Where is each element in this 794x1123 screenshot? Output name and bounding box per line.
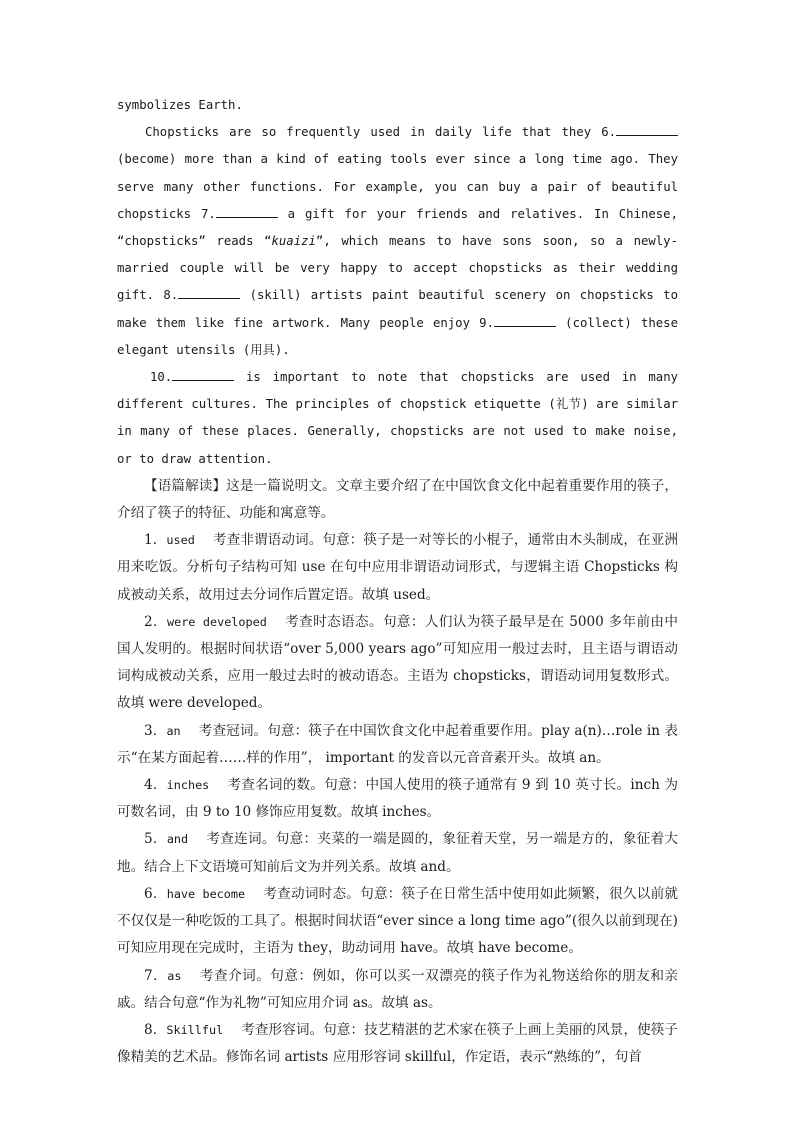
passage-paragraph <box>117 364 678 473</box>
answer-list <box>117 527 678 1071</box>
answer-item <box>117 772 678 826</box>
answer-explanation: 考查时态语态。句意：人们认为筷子最早是在 5000 多年前由中国人发明的。根据时间状语“over 5,000 years ago”可知应用一般过去时，且主语与谓语动词构成被动关系，应用一般过去时的被动语态。主语为 chopsticks，谓语动词用复数形式。故填 were developed。 <box>117 613 678 712</box>
pinyin-word: kuaizi <box>271 234 316 249</box>
answer-number: 7． <box>144 967 168 984</box>
answer-explanation: 考查非谓语动词。句意：筷子是一对等长的小棍子，通常由木头制成，在亚洲用来吃饭。分析句子结构可知 use 在句中应用非谓语动词形式，与逻辑主语 Chopsticks 构成被动关系，故用过去分词作后置定语。故填 used。 <box>117 532 678 603</box>
answer-word: used <box>166 533 195 548</box>
answer-blank-10[interactable] <box>172 369 234 381</box>
answer-item <box>117 881 678 963</box>
answer-number: 6． <box>144 885 167 902</box>
answer-item <box>117 1017 678 1071</box>
answer-number: 8． <box>144 1021 167 1038</box>
passage-line: symbolizes Earth. <box>117 98 243 112</box>
answer-explanation: 考查动词时态。句意：筷子在日常生活中使用如此频繁，很久以前就不仅仅是一种吃饭的工具了。根据时间状语“ever since a long time ago”(很久以前到现在)可知应用现在完成时，主语为 they，助动词用 have。故填 have become。 <box>117 885 678 957</box>
answer-word: Skillful <box>166 1022 224 1037</box>
analysis-intro: 【语篇解读】这是一篇说明文。文章主要介绍了在中国饮食文化中起着重要作用的筷子，介绍了筷子的特征、功能和寓意等。 <box>117 477 678 522</box>
passage-text: a gift for your friends and relatives. In Chinese, “chopsticks” reads “ <box>117 206 678 249</box>
answer-blank-8[interactable] <box>178 287 240 299</box>
passage-text: ”, which means to have sons soon, so a newly-married couple will be very happy to accept chopsticks as their wedding gift. 8. <box>117 234 678 303</box>
answer-word: an <box>166 723 181 738</box>
answer-item <box>117 963 678 1017</box>
answer-explanation: 考查冠词。句意：筷子在中国饮食文化中起着重要作用。play a(n)…role in 表示“在某方面起着……样的作用”， important 的发音以元音音素开头。故填 an。 <box>117 722 678 766</box>
answer-number: 4． <box>144 777 167 794</box>
answer-word: and <box>166 832 189 847</box>
answer-word: inches <box>166 778 210 793</box>
answer-blank-7[interactable] <box>216 206 278 218</box>
answer-blank-9[interactable] <box>494 315 556 327</box>
answer-explanation: 考查介词。句意：例如，你可以买一双漂亮的筷子作为礼物送给你的朋友和亲戚。结合句意“作为礼物”可知应用介词 as。故填 as。 <box>117 967 679 1011</box>
answer-item <box>117 826 678 880</box>
passage-paragraph <box>117 119 678 364</box>
answer-explanation: 考查名词的数。句意：中国人使用的筷子通常有 9 到 10 英寸长。inch 为可数名词，由 9 to 10 修饰应用复数。故填 inches。 <box>117 777 678 821</box>
passage-text: 10. <box>150 370 173 385</box>
answer-item <box>117 527 678 609</box>
answer-word: as <box>167 968 182 983</box>
answer-number: 1． <box>144 532 167 549</box>
passage-text: (become) more than a kind of eating tools ever since a long time ago. They serve many other functions. For example, you can buy a pair of beautiful chopsticks 7. <box>117 152 678 221</box>
answer-item <box>117 718 678 772</box>
answer-blank-6[interactable] <box>616 124 678 136</box>
passage-text: (collect) these elegant utensils (用具). <box>117 315 678 357</box>
passage-text: is important to note that chopsticks are used in many different cultures. The principles of chopstick etiquette (礼节) are similar in many of these places. Generally, chopsticks are not used to make noise, or to draw attention. <box>117 370 678 466</box>
answer-item <box>117 609 678 718</box>
answer-word: have become <box>166 886 246 901</box>
answer-explanation: 考查形容词。句意：技艺精湛的艺术家在筷子上画上美丽的风景，使筷子像精美的艺术品。修饰名词 artists 应用形容词 skillful，作定语，表示“熟练的”，句首 <box>117 1021 678 1066</box>
document-page <box>117 92 678 1071</box>
answer-number: 3． <box>144 722 167 739</box>
answer-number: 2． <box>144 613 167 630</box>
answer-word: were developed <box>167 614 267 629</box>
passage-text: (skill) artists paint beautiful scenery on chopsticks to make them like fine artwork. Many people enjoy 9. <box>117 288 678 330</box>
passage-text: Chopsticks are so frequently used in daily life that they 6. <box>145 125 616 140</box>
answer-explanation: 考查连词。句意：夹菜的一端是圆的，象征着天堂，另一端是方的，象征着大地。结合上下文语境可知前后文为并列关系。故填 and。 <box>117 831 678 875</box>
answer-number: 5． <box>144 831 167 848</box>
